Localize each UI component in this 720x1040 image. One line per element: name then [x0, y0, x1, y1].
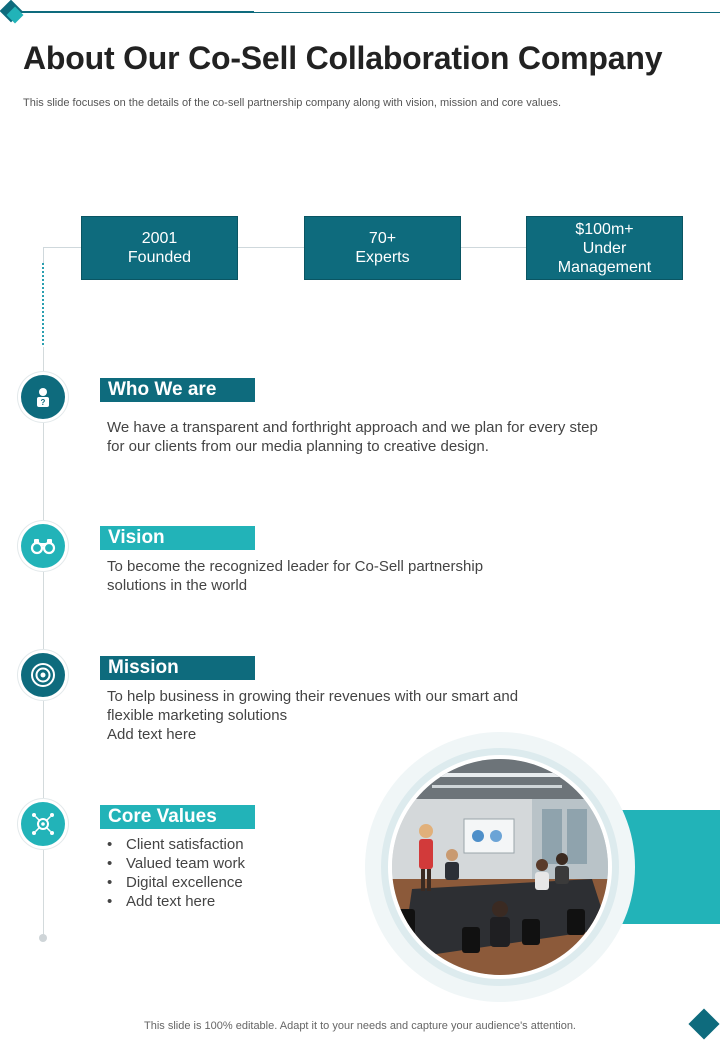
stat-value: 70+ [368, 230, 397, 247]
vision-text: To become the recognized leader for Co-Sell partnership solutions in the world [107, 558, 484, 594]
timeline-end-dot [39, 934, 47, 942]
list-item: • Digital excellence [107, 874, 243, 891]
stat-label: Under [582, 239, 627, 257]
list-item: • Add text here [107, 893, 216, 910]
who-we-are-text: We have a transparent and forthright approach and we plan for every step for our clients from our media planning to creative design. [107, 419, 598, 455]
mission-line: flexible marketing solutions [107, 707, 288, 724]
user-question-icon [21, 375, 65, 419]
list-item: • Valued team work [107, 855, 245, 872]
stat-founded [81, 216, 238, 280]
vision-heading: Vision [100, 526, 255, 550]
stats-connector-vertical [43, 247, 44, 263]
mission-line: Add text here [107, 726, 197, 743]
list-item: • Client satisfaction [107, 836, 244, 853]
mission-heading: Mission [100, 656, 255, 680]
dotted-connector [42, 263, 44, 347]
target-icon [21, 653, 65, 697]
who-we-are-heading: Who We are [100, 378, 255, 402]
stat-label: Founded [127, 249, 192, 266]
core-values-heading: Core Values [100, 805, 255, 829]
svg-text:?: ? [40, 398, 46, 407]
stat-value: 2001 [141, 230, 178, 247]
footer-text: This slide is 100% editable. Adapt it to your needs and capture your audience's attention. [144, 1020, 576, 1032]
stat-value: $100m+ [575, 220, 634, 238]
timeline-line [40, 347, 46, 937]
stat-label: Experts [355, 249, 410, 266]
binoculars-icon [21, 524, 65, 568]
top-accent-line [14, 11, 254, 13]
stat-experts [304, 216, 461, 280]
meeting-photo [392, 759, 608, 975]
mission-line: To help business in growing their revenues with our smart and [107, 688, 519, 705]
stat-management [526, 216, 683, 280]
page-title: About Our Co-Sell Collaboration Company [23, 40, 663, 76]
network-icon [21, 802, 65, 846]
bottom-diamond-icon [688, 1008, 719, 1039]
page-subtitle: This slide focuses on the details of the co-sell partnership company along with vision, mission and core values. [23, 97, 562, 109]
core-values-list [107, 835, 245, 911]
stat-label-2: Management [557, 258, 652, 276]
